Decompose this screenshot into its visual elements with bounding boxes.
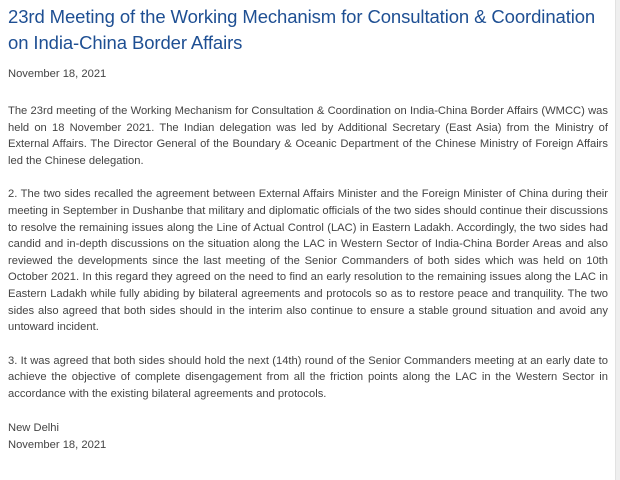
paragraph-2: 2. The two sides recalled the agreement between External Affairs Minister and the Foreign Minister of China during their meeting in September in Dushanbe that military and diplomatic officials of the two sides should continue their discussions to resolve the remaining issues along the Line of Actual Control (LAC) in Eastern Ladakh. Accordingly, the two sides had candid and in-depth discussions on the situation along the LAC in Western Sector of India-China Border Areas and also reviewed the developments since the last meeting of the Senior Commanders of both sides which was held on 10th October 2021. In this regard they agreed on the need to find an early resolution to the remaining issues along the LAC in Eastern Ladakh while fully abiding by bilateral agreements and protocols so as to restore peace and tranquility. The two sides also agreed that both sides should in the interim also continue to ensure a stable ground situation and avoid any untoward incident. [8, 188, 608, 334]
window-edge [615, 0, 620, 480]
page-title: 23rd Meeting of the Working Mechanism for Consultation & Coordination on India-China Border Affairs [8, 6, 596, 53]
paragraph-1: The 23rd meeting of the Working Mechanism for Consultation & Coordination on India-China Border Affairs (WMCC) was held on 18 November 2021. The Indian delegation was led by Additional Secretary (East Asia) from the Ministry of External Affairs. The Director General of the Boundary & Oceanic Department of the Chinese Ministry of Foreign Affairs led the Chinese delegation. [8, 105, 608, 167]
sign-date: November 18, 2021 [8, 438, 107, 451]
paragraph-3: 3. It was agreed that both sides should hold the next (14th) round of the Senior Commanders meeting at an early date to achieve the objective of complete disengagement from all the friction points along the LAC in the Western Sector in accordance with the existing bilateral agreements and protocols. [8, 354, 608, 400]
publish-date: November 18, 2021 [8, 68, 107, 80]
place-label: New Delhi [8, 421, 59, 434]
press-release [8, 4, 608, 454]
article-body [8, 103, 608, 403]
signature-block [8, 420, 608, 454]
